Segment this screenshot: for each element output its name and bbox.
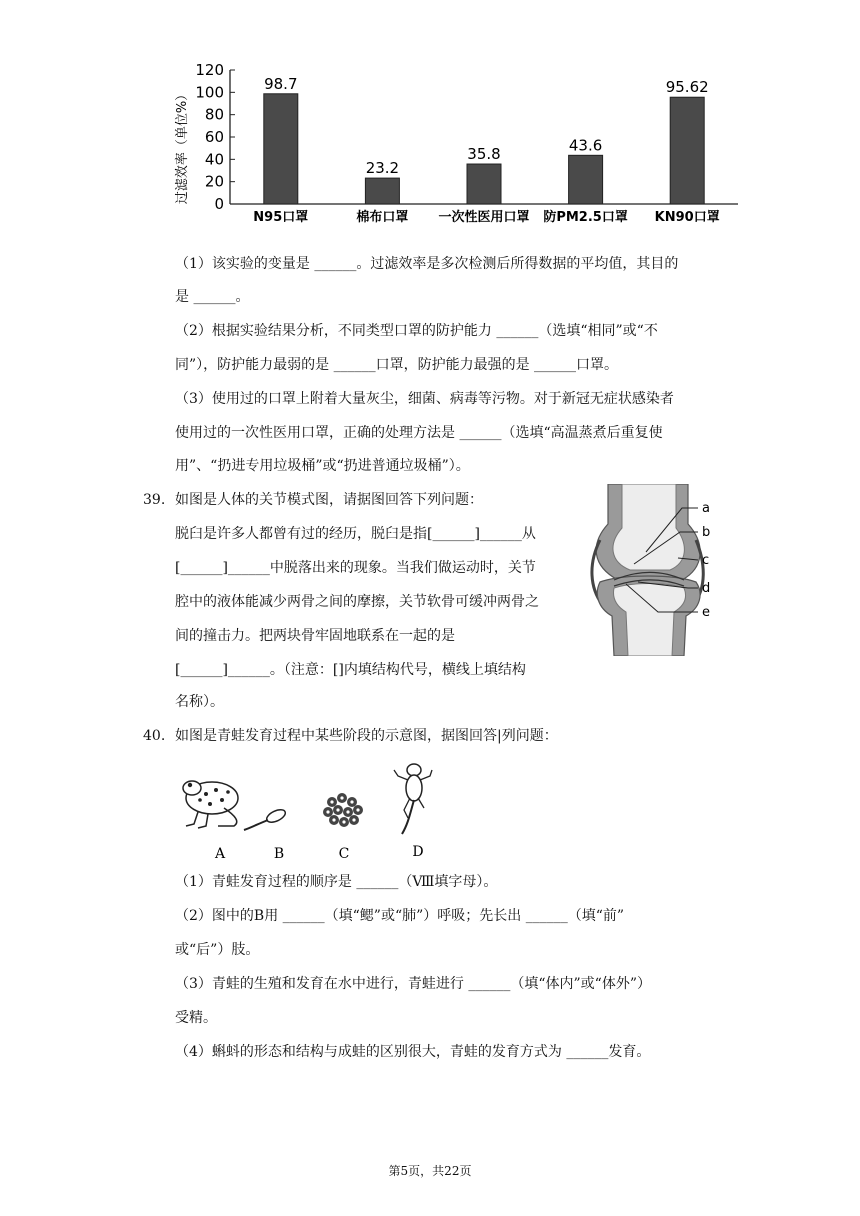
q39-line5: 间的撞击力。把两块骨牢固地联系在一起的是 [175, 628, 455, 644]
bar-value-label: 95.62 [665, 78, 709, 97]
y-tick-label: 100 [195, 83, 224, 102]
filtration-efficiency-chart [170, 62, 740, 234]
q40-part3-line2: 受精。 [175, 1010, 217, 1026]
x-category-label: 一次性医用口罩 [438, 210, 530, 225]
q40-part4: （4）蝌蚪的形态和结构与成蛙的区别很大，青蛙的发育方式为 ______发育。 [175, 1044, 651, 1060]
joint-diagram [578, 484, 728, 656]
x-axis-labels [253, 209, 719, 225]
stage-label-a: A [214, 846, 226, 862]
q38-part3-line3: 用”、“扔进专用垃圾桶”或“扔进普通垃圾桶”）。 [175, 458, 470, 474]
x-category-label: 棉布口罩 [356, 210, 409, 225]
y-axis-label: 过滤效率（单位%） [175, 87, 190, 205]
bar-value-label: 35.8 [467, 145, 501, 164]
y-tick-label: 120 [195, 62, 224, 79]
q38-part1-line2: 是 ______。 [175, 289, 250, 305]
bar-value-label: 43.6 [568, 136, 603, 155]
bars [264, 75, 709, 204]
q39-number: 39. [143, 492, 166, 508]
joint-label-a: a [702, 501, 710, 516]
q38-part2-line1: （2）根据实验结果分析，不同类型口罩的防护能力 ______（选填“相同”或“不 [175, 323, 658, 339]
stage-label-d: D [412, 844, 424, 860]
bar-value-label: 98.7 [264, 74, 298, 93]
bar-value-label: 23.2 [365, 159, 400, 178]
q39-line2: 脱臼是许多人都曾有过的经历，脱臼是指[______]______从 [175, 526, 536, 542]
froglet-drawing [394, 764, 432, 834]
joint-label-d: d [702, 581, 711, 596]
q40-line1: 如图是青蛙发育过程中某些阶段的示意图，据图回答|列问题： [175, 728, 558, 744]
frog-development-figure [178, 758, 458, 864]
q39-line6: [______]______。（注意：[]内填结构代号，横线上填结构 [175, 662, 526, 678]
q40-part2-line1: （2）图中的B用 ______（填“鳃”或“肺”）呼吸；先长出 ______（填“前” [175, 908, 625, 924]
y-tick-label: 0 [214, 195, 224, 213]
q40-part2-line2: 或“后”）肢。 [175, 942, 260, 958]
stage-label-c: C [338, 846, 350, 862]
q39-line1: 如图是人体的关节模式图，请据图回答下列问题： [175, 492, 483, 508]
q40-number: 40. [143, 728, 166, 744]
q38-part3-line2: 使用过的一次性医用口罩，正确的处理方法是 ______（选填“高温蒸煮后重复使 [175, 425, 663, 441]
bar [365, 178, 399, 204]
x-category-label: N95口罩 [253, 210, 309, 225]
y-tick-label: 80 [204, 105, 224, 124]
stage-label-b: B [273, 846, 285, 862]
adult-frog-drawing [183, 781, 238, 828]
page-footer: 第5页，共22页 [388, 1164, 472, 1178]
bar [264, 94, 298, 204]
frog-eggs-drawing [323, 793, 363, 827]
joint-label-b: b [702, 525, 711, 540]
tadpole-drawing [244, 807, 287, 830]
y-tick-label: 60 [204, 128, 224, 146]
q39-line3: [______]______中脱落出来的现象。当我们做运动时，关节 [175, 560, 536, 576]
joint-label-e: e [702, 605, 710, 620]
y-tick-label: 20 [204, 172, 224, 191]
bar [670, 97, 704, 204]
q38-part1-line1: （1）该实验的变量是 ______。过滤效率是多次检测后所得数据的平均值，其目的 [175, 256, 679, 272]
q39-line4: 腔中的液体能减少两骨之间的摩擦，关节软骨可缓冲两骨之 [175, 594, 539, 610]
q39-line7: 名称）。 [175, 694, 224, 710]
q38-part3-line1: （3）使用过的口罩上附着大量灰尘，细菌、病毒等污物。对于新冠无症状感染者 [175, 391, 674, 407]
x-category-label: KN90口罩 [654, 210, 720, 225]
x-category-label: 防PM2.5口罩 [543, 210, 628, 225]
q38-part2-line2: 同”），防护能力最弱的是 ______口罩，防护能力最强的是 ______口罩。 [175, 357, 619, 373]
q40-part1: （1）青蛙发育过程的顺序是 ______（Ⅷ填字母）。 [175, 874, 498, 890]
bar [569, 155, 603, 204]
y-tick-label: 40 [204, 150, 224, 169]
joint-label-c: c [702, 553, 710, 568]
bar [467, 164, 501, 204]
q40-part3-line1: （3）青蛙的生殖和发育在水中进行，青蛙进行 ______（填“体内”或“体外”） [175, 976, 651, 992]
